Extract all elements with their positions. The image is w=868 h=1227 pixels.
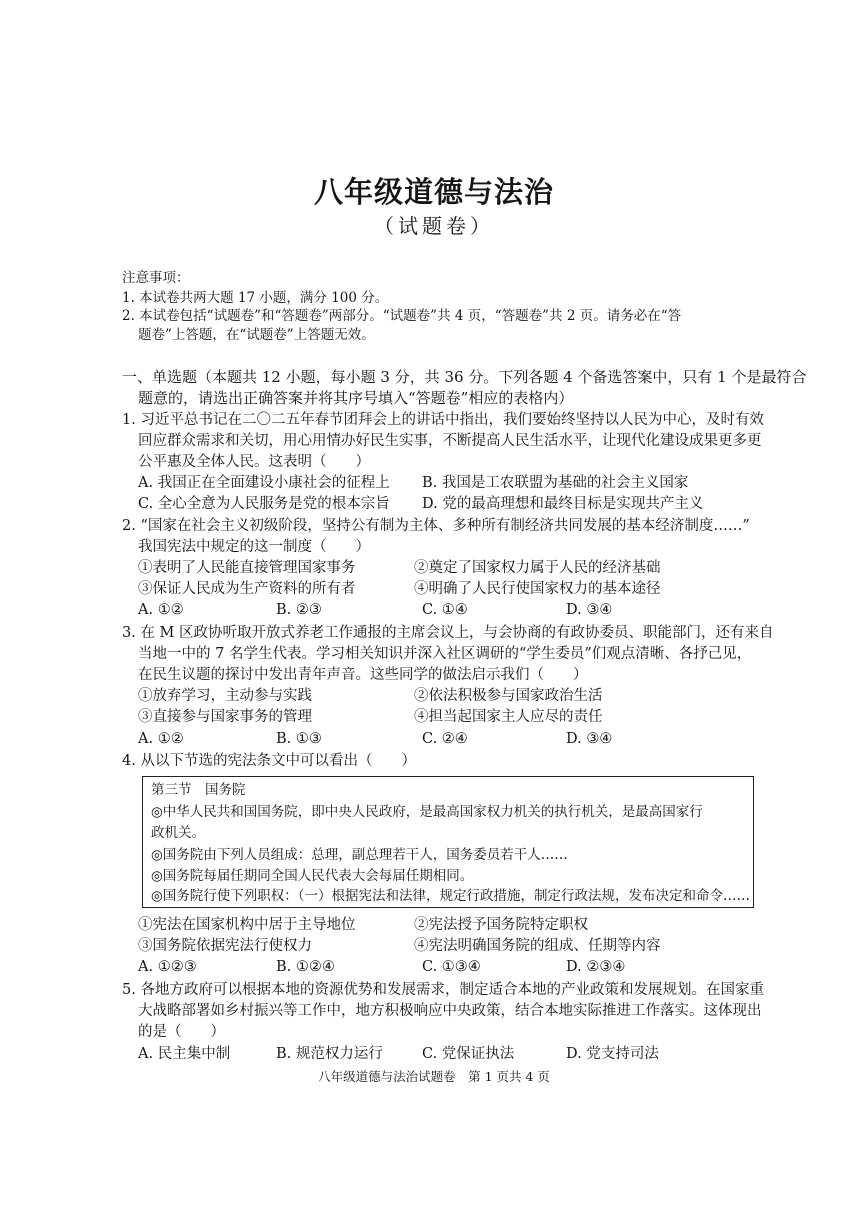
- question-2-statement-3: ③保证人民成为生产资料的所有者: [138, 581, 356, 597]
- question-5-option-a: A. 民主集中制: [138, 1046, 231, 1062]
- excerpt-line-2: 政机关。: [151, 825, 205, 841]
- question-4-statement-3: ③国务院依据宪法行使权力: [138, 938, 312, 954]
- page-title: 八年级道德与法治: [313, 175, 554, 209]
- question-3-option-c: C. ②④: [422, 731, 468, 747]
- question-3-option-d: D. ③④: [566, 731, 613, 747]
- question-2-line-1: 2. “国家在社会主义初级阶段，坚持公有制为主体、多种所有制经济共同发展的基本经济制度……”: [122, 518, 750, 534]
- question-2-statement-4: ④明确了人民行使国家权力的基本途径: [414, 581, 661, 597]
- question-3-statement-1: ①放弃学习，主动参与实践: [138, 688, 312, 704]
- question-2-line-2: 我国宪法中规定的这一制度（ ）: [138, 539, 370, 555]
- question-1-option-d: D. 党的最高理想和最终目标是实现共产主义: [422, 496, 704, 512]
- question-1-option-b: B. 我国是工农联盟为基础的社会主义国家: [422, 475, 689, 491]
- question-1-option-a: A. 我国正在全面建设小康社会的征程上: [138, 475, 390, 491]
- question-3-line-2: 当地一中的 7 名学生代表。学习相关知识并深入社区调研的“学生委员”们观点清晰、各抒己见，: [138, 646, 752, 662]
- question-4-option-c: C. ①③④: [422, 959, 481, 975]
- question-4-statement-1: ①宪法在国家机构中居于主导地位: [138, 917, 356, 933]
- page-footer: 八年级道德与法治试题卷 第 1 页共 4 页: [318, 1069, 550, 1084]
- question-3-line-3: 在民生议题的探讨中发出青年声音。这些同学的做法启示我们（ ）: [138, 667, 588, 683]
- question-3-option-a: A. ①②: [138, 731, 184, 747]
- notes-item-2-line-2: 题卷”上答题，在“试题卷”上答题无效。: [138, 327, 375, 343]
- question-3-line-1: 3. 在 M 区政协听取开放式养老工作通报的主席会议上，与会协商的有政协委员、职能部门，还有来自: [122, 625, 774, 641]
- question-4-statement-2: ②宪法授予国务院特定职权: [414, 917, 588, 933]
- notes-item-2-line-1: 2. 本试卷包括“试题卷”和“答题卷”两部分。“试题卷”共 4 页，“答题卷”共 2 页。请务必在“答: [122, 308, 682, 324]
- question-2-option-b: B. ②③: [276, 602, 322, 618]
- question-4-option-a: A. ①②③: [138, 959, 197, 975]
- notes-heading: 注意事项：: [122, 270, 190, 286]
- excerpt-line-5: ◎国务院行使下列职权：（一）根据宪法和法律，规定行政措施，制定行政法规，发布决定和命令……: [151, 888, 751, 904]
- question-5-line-2: 大战略部署如乡村振兴等工作中，地方积极响应中央政策，结合本地实际推进工作落实。这体现出: [138, 1003, 762, 1019]
- question-2-statement-1: ①表明了人民能直接管理国家事务: [138, 560, 356, 576]
- question-4-option-b: B. ①②④: [276, 959, 335, 975]
- notes-item-1: 1. 本试卷共两大题 17 小题，满分 100 分。: [122, 290, 389, 306]
- question-5-line-3: 的是（ ）: [138, 1024, 225, 1040]
- question-5-option-c: C. 党保证执法: [422, 1046, 515, 1062]
- question-4-option-d: D. ②③④: [566, 959, 626, 975]
- constitution-excerpt-box: [142, 776, 754, 908]
- question-2-option-a: A. ①②: [138, 602, 184, 618]
- question-1-line-1: 1. 习近平总书记在二〇二五年春节团拜会上的讲话中指出，我们要始终坚持以人民为中心，及时有效: [122, 412, 764, 428]
- question-1-line-3: 公平惠及全体人民。这表明（ ）: [138, 454, 370, 470]
- excerpt-line-4: ◎国务院每届任期同全国人民代表大会每届任期相同。: [151, 868, 474, 884]
- section-1-heading-line-2: 题意的，请选出正确答案并将其序号填入“答题卷”相应的表格内）: [138, 389, 574, 407]
- question-3-statement-4: ④担当起国家主人应尽的责任: [414, 709, 603, 725]
- question-2-statement-2: ②奠定了国家权力属于人民的经济基础: [414, 560, 661, 576]
- page-subtitle: （试题卷）: [374, 214, 494, 238]
- question-2-option-d: D. ③④: [566, 602, 613, 618]
- question-1-line-2: 回应群众需求和关切，用心用情办好民生实事，不断提高人民生活水平，让现代化建设成果更多更: [138, 433, 762, 449]
- question-4-line-1: 4. 从以下节选的宪法条文中可以看出（ ）: [122, 753, 416, 769]
- excerpt-line-1: ◎中华人民共和国国务院，即中央人民政府，是最高国家权力机关的执行机关，是最高国家行: [151, 804, 703, 820]
- question-3-statement-3: ③直接参与国家事务的管理: [138, 709, 312, 725]
- excerpt-line-3: ◎国务院由下列人员组成：总理，副总理若干人，国务委员若干人……: [151, 847, 568, 863]
- question-5-option-b: B. 规范权力运行: [276, 1046, 383, 1062]
- question-4-statement-4: ④宪法明确国务院的组成、任期等内容: [414, 938, 661, 954]
- excerpt-heading: 第三节 国务院: [151, 782, 246, 798]
- question-2-option-c: C. ①④: [422, 602, 468, 618]
- question-5-option-d: D. 党支持司法: [566, 1046, 659, 1062]
- question-1-option-c: C. 全心全意为人民服务是党的根本宗旨: [138, 496, 390, 512]
- question-5-line-1: 5. 各地方政府可以根据本地的资源优势和发展需求，制定适合本地的产业政策和发展规划。在国家重: [122, 982, 764, 998]
- section-1-heading-line-1: 一、单选题（本题共 12 小题，每小题 3 分，共 36 分。下列各题 4 个备选答案中，只有 1 个是最符合: [122, 368, 807, 386]
- question-3-statement-2: ②依法积极参与国家政治生活: [414, 688, 603, 704]
- question-3-option-b: B. ①③: [276, 731, 322, 747]
